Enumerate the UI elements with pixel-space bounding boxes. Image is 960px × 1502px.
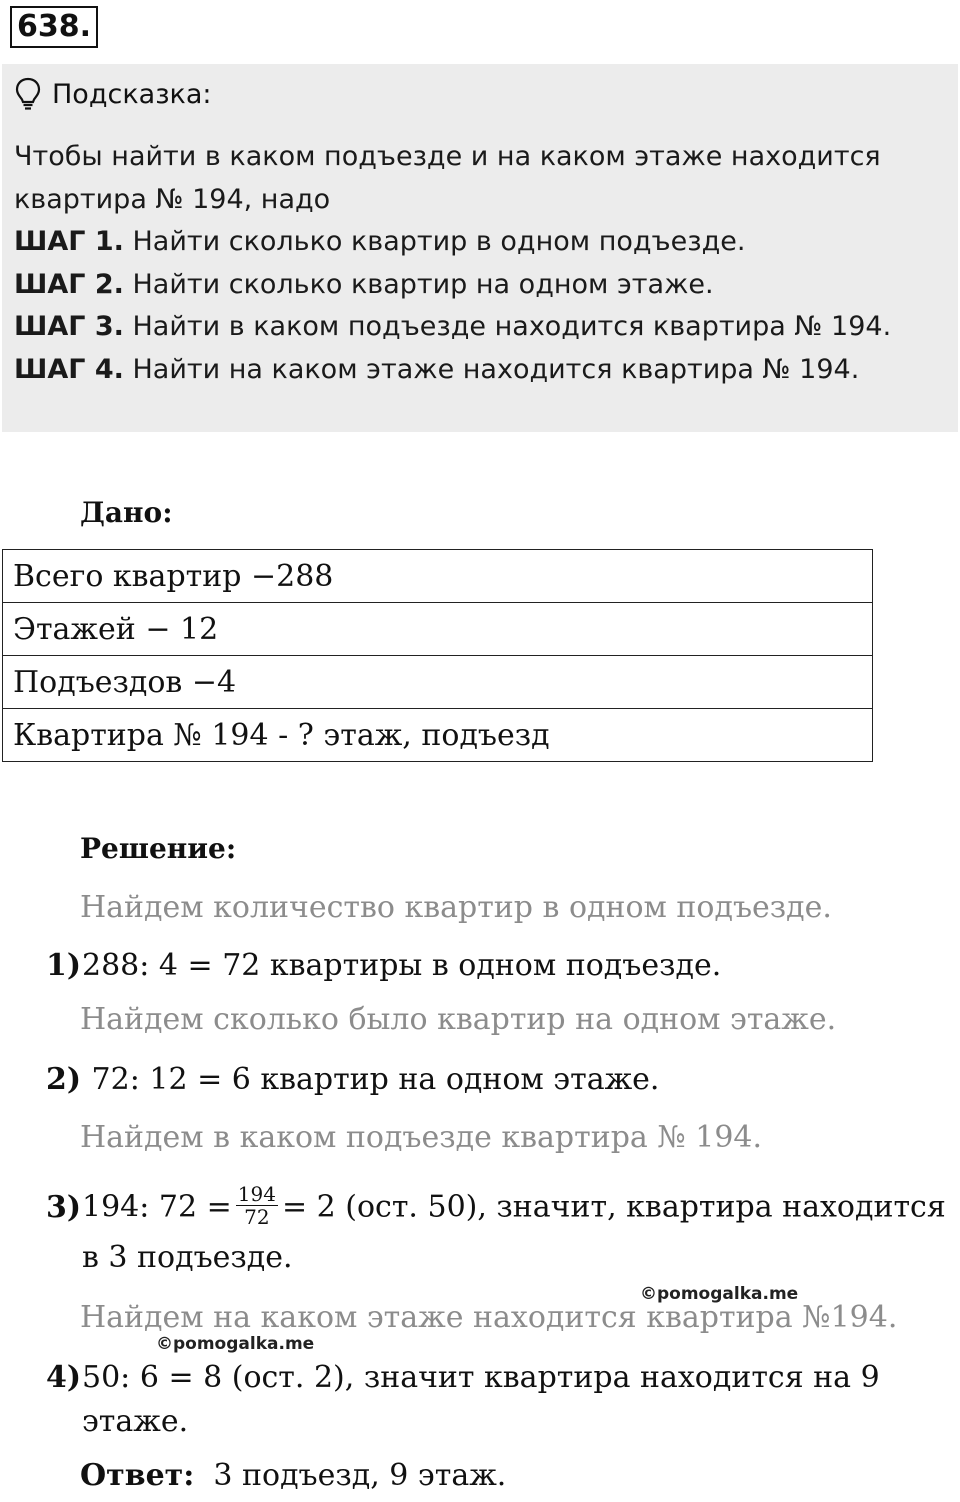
watermark: ©pomogalka.me	[156, 1334, 315, 1354]
solution-comment: Найдем сколько было квартир на одном этаже.	[80, 1002, 837, 1037]
hint-step-label: ШАГ 3.	[14, 311, 124, 342]
answer-label: Ответ:	[80, 1458, 195, 1493]
hint-intro-line: квартира № 194, надо	[14, 183, 331, 215]
hint-step-text: Найти в каком подъезде находится квартира № 194.	[123, 311, 892, 342]
hint-step-text: Найти сколько квартир на одном этаже.	[123, 268, 714, 300]
lightbulb-icon	[14, 77, 42, 111]
table-row	[3, 656, 873, 709]
solution-comment: Найдем количество квартир в одном подъезде.	[80, 890, 832, 925]
hint-step-text: Найти сколько квартир в одном подъезде.	[123, 226, 746, 257]
fraction-numerator: 194	[237, 1182, 276, 1206]
step-text: = 2 (ост. 50), значит, квартира находится	[281, 1189, 946, 1225]
fraction-denominator: 72	[244, 1205, 270, 1229]
step-number: 1)	[46, 948, 82, 983]
solution-step-1	[46, 948, 721, 983]
solution-step-3	[46, 1182, 946, 1231]
hint-step-text: Найти на каком этаже находится квартира № 194.	[123, 353, 860, 385]
table-row	[3, 603, 873, 656]
answer	[80, 1458, 506, 1493]
step-text: 288: 4 = 72 квартиры в одном подъезде.	[82, 948, 722, 983]
step-continuation: этаже.	[82, 1404, 189, 1439]
hint-step-label: ШАГ 1.	[14, 226, 124, 257]
answer-text: 3 подъезд, 9 этаж.	[194, 1458, 507, 1493]
step-number: 2)	[46, 1062, 82, 1097]
step-number: 3)	[46, 1189, 82, 1225]
table-row	[3, 550, 873, 603]
solution-comment: Найдем на каком этаже находится квартира №194.	[80, 1300, 898, 1335]
hint-step-label: ШАГ 4.	[14, 353, 124, 385]
table-row	[3, 709, 873, 762]
hint-step-label: ШАГ 2.	[14, 268, 124, 300]
table-cell: Этажей − 12	[3, 603, 873, 656]
step-text: 194: 72 =	[82, 1189, 232, 1225]
hint-title: Подсказка:	[52, 78, 212, 110]
given-title: Дано:	[80, 496, 173, 529]
step-number: 4)	[46, 1360, 82, 1395]
table-cell: Всего квартир −288	[3, 550, 873, 603]
step-continuation: в 3 подъезде.	[82, 1240, 293, 1275]
hint-step	[14, 264, 934, 307]
table-cell: Квартира № 194 - ? этаж, подъезд	[3, 709, 873, 762]
step-text: 50: 6 = 8 (ост. 2), значит квартира находится на 9	[82, 1360, 880, 1395]
hint-body	[14, 136, 934, 391]
given-table	[2, 549, 873, 762]
solution-title: Решение:	[80, 832, 237, 865]
hint-step	[14, 221, 934, 264]
solution-comment: Найдем в каком подъезде квартира № 194.	[80, 1120, 763, 1155]
fraction	[236, 1183, 278, 1228]
watermark: ©pomogalka.me	[640, 1284, 799, 1304]
hint-step	[14, 306, 934, 349]
table-cell: Подъездов −4	[3, 656, 873, 709]
hint-header	[14, 72, 212, 116]
solution-step-2	[46, 1062, 659, 1097]
solution-step-4	[46, 1360, 880, 1395]
step-text: 72: 12 = 6 квартир на одном этаже.	[82, 1062, 660, 1097]
problem-number: 638.	[10, 6, 98, 48]
hint-intro-line: Чтобы найти в каком подъезде и на каком этаже находится	[14, 141, 881, 172]
hint-step	[14, 349, 934, 392]
